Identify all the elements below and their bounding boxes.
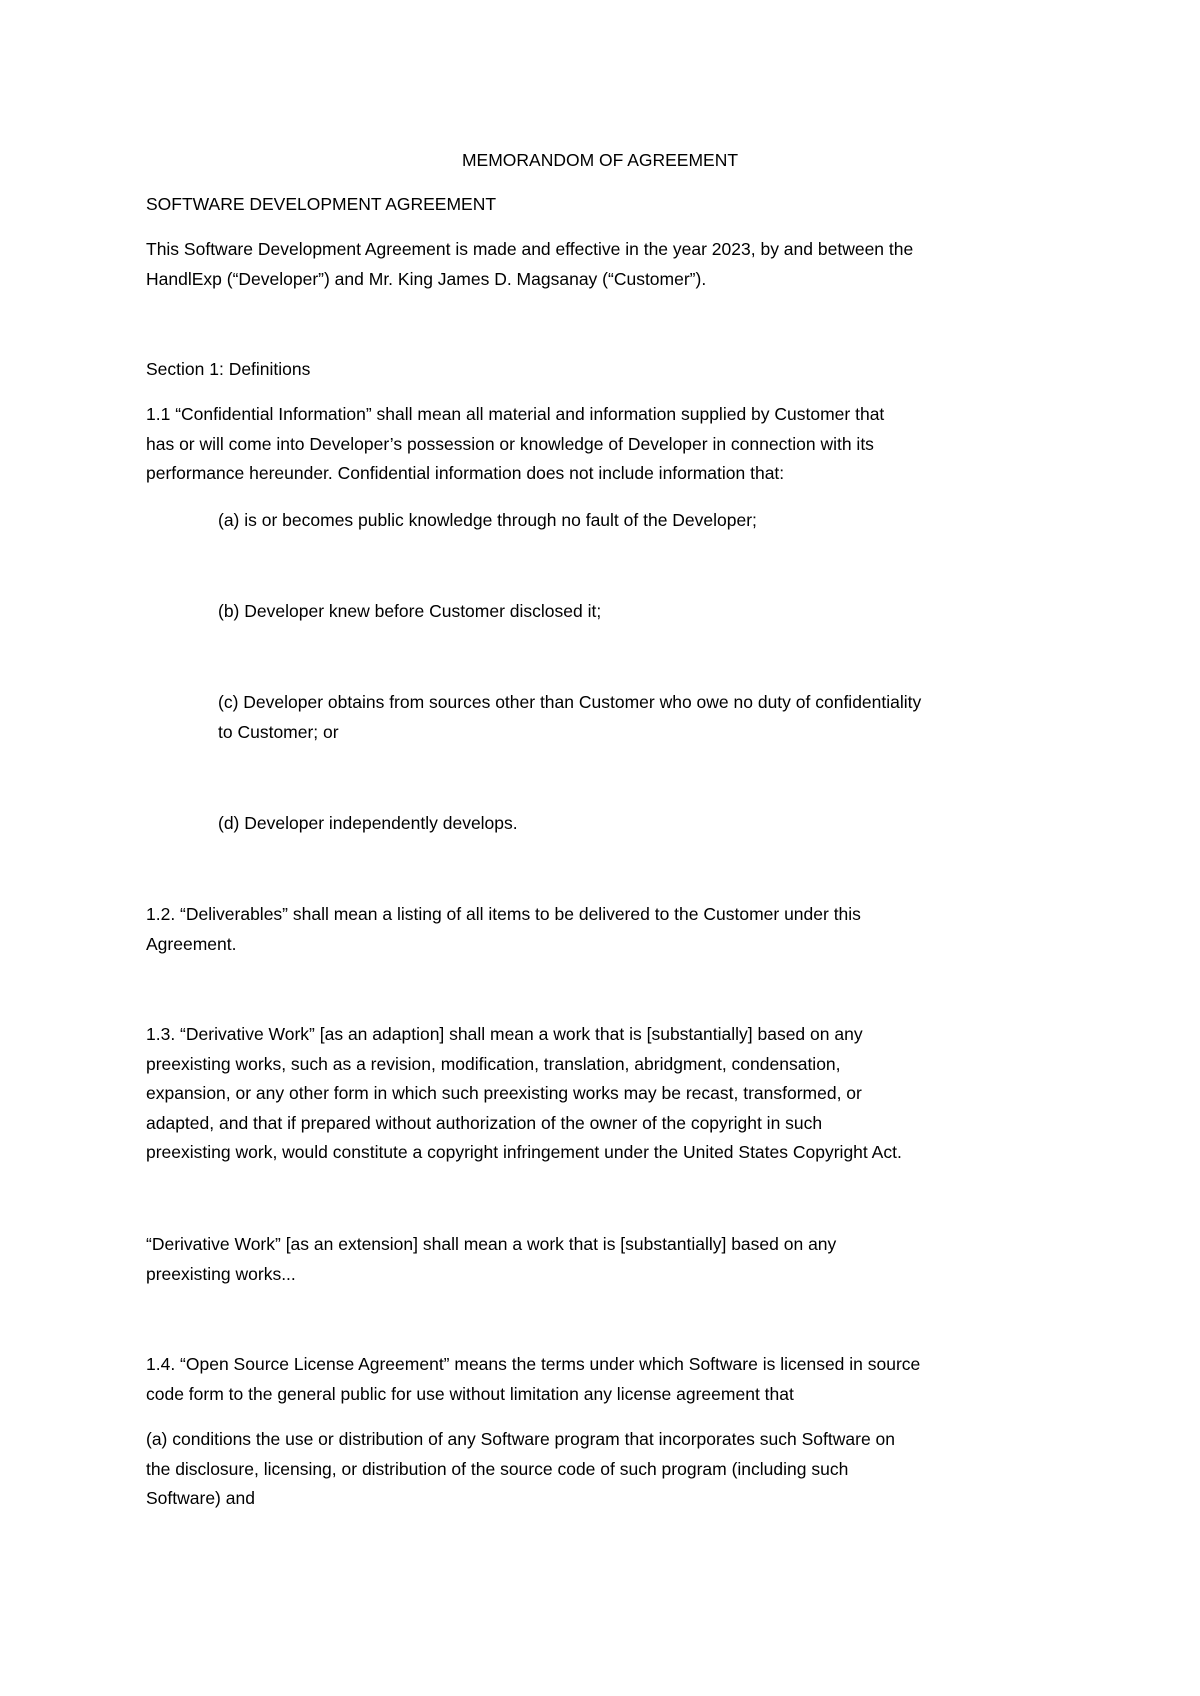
definition-1-3-extension xyxy=(146,1230,1066,1289)
section-1-heading: Section 1: Definitions xyxy=(146,359,311,379)
definition-line: performance hereunder. Confidential information does not include information that: xyxy=(146,463,785,483)
definition-line: preexisting works... xyxy=(146,1263,296,1284)
intro-paragraph xyxy=(146,235,1066,294)
definition-1-3 xyxy=(146,1020,1066,1168)
document-title: MEMORANDOM OF AGREEMENT xyxy=(461,150,739,170)
intro-line: This Software Development Agreement is made and effective in the year 2023, by and between the xyxy=(146,239,914,259)
definition-line: code form to the general public for use without limitation any license agreement that xyxy=(146,1383,794,1404)
intro-line: HandlExp (“Developer”) and Mr. King James D. Magsanay (“Customer”). xyxy=(146,268,707,289)
definition-line: 1.4. “Open Source License Agreement” means the terms under which Software is licensed in source xyxy=(146,1354,921,1374)
definition-1-1 xyxy=(146,400,1066,489)
definition-line: expansion, or any other form in which such preexisting works may be recast, transformed, or xyxy=(146,1083,862,1103)
list-item-b: (b) Developer knew before Customer disclosed it; xyxy=(218,601,602,621)
list-item-line: (c) Developer obtains from sources other than Customer who owe no duty of confidentiality xyxy=(218,692,922,712)
definition-line: preexisting works, such as a revision, modification, translation, abridgment, condensation, xyxy=(146,1053,841,1074)
definition-line: 1.2. “Deliverables” shall mean a listing of all items to be delivered to the Customer under this xyxy=(146,904,861,924)
definition-1-4 xyxy=(146,1350,1066,1409)
definition-line: (a) conditions the use or distribution of any Software program that incorporates such Software on xyxy=(146,1429,896,1449)
definition-line: has or will come into Developer’s possession or knowledge of Developer in connection with its xyxy=(146,433,874,454)
definition-1-2 xyxy=(146,900,1066,959)
definition-line: “Derivative Work” [as an extension] shall mean a work that is [substantially] based on any xyxy=(146,1234,837,1254)
list-item-d: (d) Developer independently develops. xyxy=(218,813,518,833)
definition-line: the disclosure, licensing, or distribution of the source code of such program (including such xyxy=(146,1458,849,1479)
agreement-subtitle: SOFTWARE DEVELOPMENT AGREEMENT xyxy=(146,194,497,214)
definition-line: preexisting work, would constitute a copyright infringement under the United States Copyright Act. xyxy=(146,1142,902,1162)
list-item-a: (a) is or becomes public knowledge through no fault of the Developer; xyxy=(218,510,757,530)
definition-line: Agreement. xyxy=(146,933,237,954)
definition-line: 1.1 “Confidential Information” shall mean all material and information supplied by Customer that xyxy=(146,404,885,424)
definition-line: 1.3. “Derivative Work” [as an adaption] shall mean a work that is [substantially] based on any xyxy=(146,1024,863,1044)
list-item-line: to Customer; or xyxy=(218,721,339,742)
definition-line: Software) and xyxy=(146,1488,255,1508)
list-item-c xyxy=(218,688,1138,747)
definition-line: adapted, and that if prepared without authorization of the owner of the copyright in such xyxy=(146,1112,823,1133)
definition-1-4-item-a xyxy=(146,1425,1066,1514)
